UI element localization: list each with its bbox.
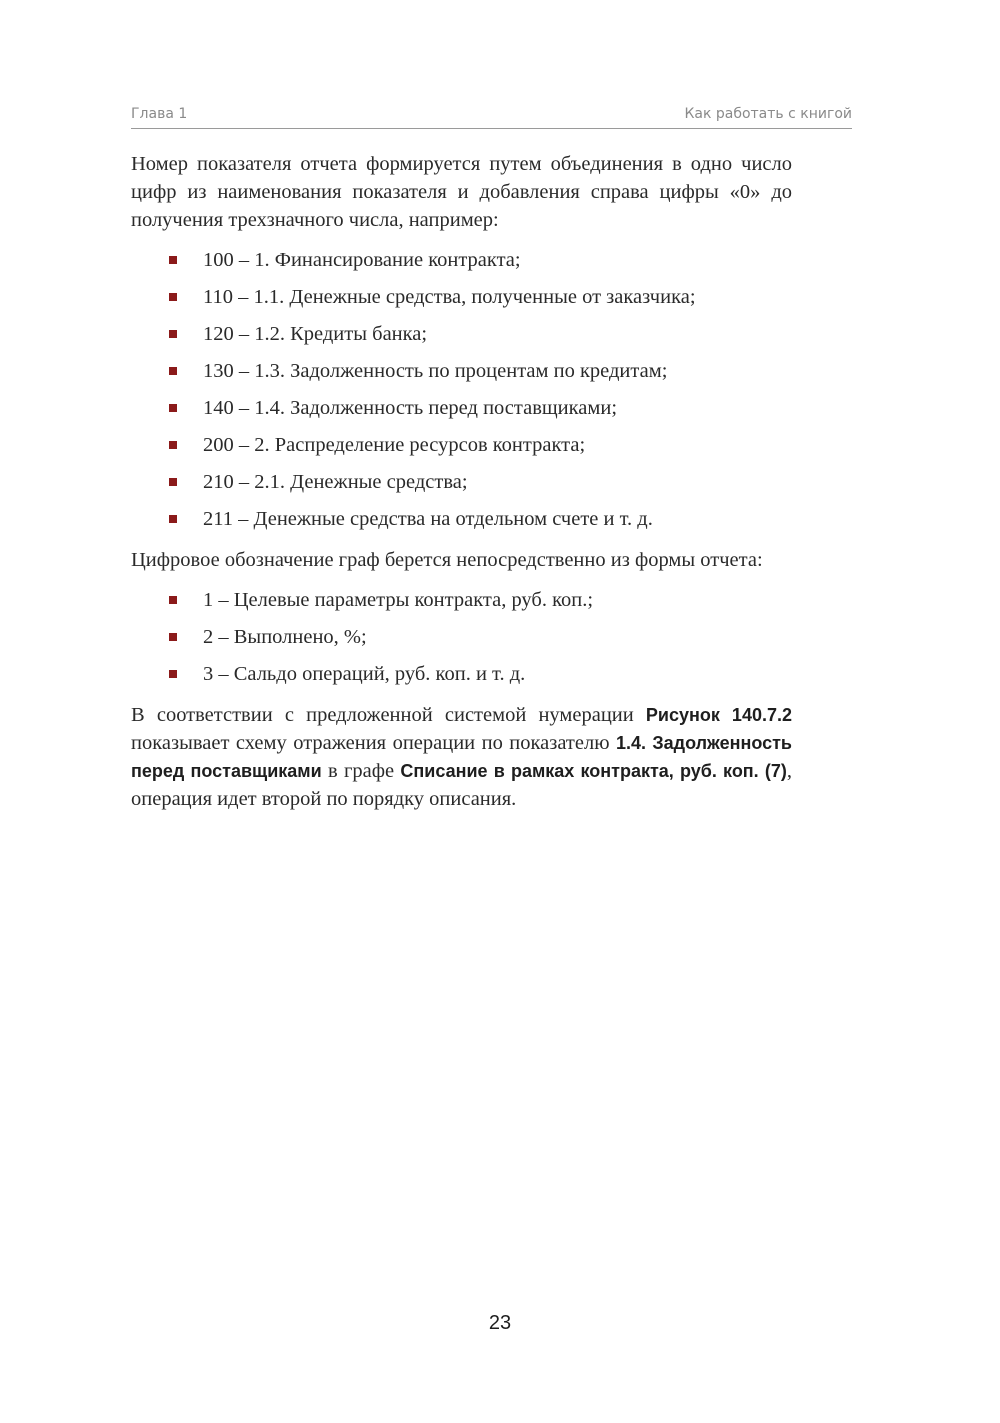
square-bullet-icon xyxy=(169,670,177,678)
list-item-text: 1 – Целевые параметры контракта, руб. коп.; xyxy=(203,589,594,611)
list-item-text: 3 – Сальдо операций, руб. коп. и т. д. xyxy=(203,663,526,685)
list-item-text: 140 – 1.4. Задолженность перед поставщиками; xyxy=(203,397,618,419)
indicator-list xyxy=(131,242,792,538)
list-item-text: 200 – 2. Распределение ресурсов контракта; xyxy=(203,434,586,456)
page-number: 23 xyxy=(488,1312,512,1334)
summary-text: в графе xyxy=(321,760,401,782)
list-item xyxy=(131,582,792,619)
square-bullet-icon xyxy=(169,633,177,641)
square-bullet-icon xyxy=(169,441,177,449)
square-bullet-icon xyxy=(169,478,177,486)
list-item xyxy=(131,427,792,464)
square-bullet-icon xyxy=(169,293,177,301)
square-bullet-icon xyxy=(169,404,177,412)
list-item xyxy=(131,501,792,538)
indicator-reference: 1.4. Задолженность перед поставщиками xyxy=(131,733,792,781)
summary-paragraph xyxy=(131,701,792,813)
intro-paragraph: Номер показателя отчета формируется путем объединения в одно число цифр из наименования показателя и добавления справа цифры «0» до получения трехзначного числа, например: xyxy=(131,153,792,231)
square-bullet-icon xyxy=(169,256,177,264)
list-item xyxy=(131,316,792,353)
summary-text: показывает схему отражения операции по показателю xyxy=(131,732,616,754)
page-header xyxy=(131,104,852,129)
list-item-text: 2 – Выполнено, %; xyxy=(203,626,367,648)
square-bullet-icon xyxy=(169,515,177,523)
list-item-text: 120 – 1.2. Кредиты банка; xyxy=(203,323,428,345)
summary-text: , операция идет второй по порядку описания. xyxy=(131,760,792,810)
square-bullet-icon xyxy=(169,367,177,375)
list-item xyxy=(131,619,792,656)
square-bullet-icon xyxy=(169,330,177,338)
list-item xyxy=(131,353,792,390)
list-item-text: 110 – 1.1. Денежные средства, полученные от заказчика; xyxy=(203,286,696,308)
chapter-label: Глава 1 xyxy=(131,106,188,122)
list-item xyxy=(131,656,792,693)
column-reference: Списание в рамках контракта, руб. коп. (7) xyxy=(400,761,787,781)
column-list xyxy=(131,582,792,693)
list-item xyxy=(131,464,792,501)
list-item-text: 100 – 1. Финансирование контракта; xyxy=(203,249,521,271)
figure-reference: Рисунок 140.7.2 xyxy=(645,705,792,725)
list-item-text: 210 – 2.1. Денежные средства; xyxy=(203,471,468,493)
list-item xyxy=(131,279,792,316)
section-title: Как работать с книгой xyxy=(684,106,852,122)
list-item xyxy=(131,390,792,427)
list-item-text: 130 – 1.3. Задолженность по процентам по кредитам; xyxy=(203,360,668,382)
page-body xyxy=(131,150,792,813)
columns-paragraph: Цифровое обозначение граф берется непосредственно из формы отчета: xyxy=(131,549,763,571)
square-bullet-icon xyxy=(169,596,177,604)
list-item xyxy=(131,242,792,279)
summary-text: В соответствии с предложенной системой нумерации xyxy=(131,704,646,726)
list-item-text: 211 – Денежные средства на отдельном счете и т. д. xyxy=(203,508,653,530)
